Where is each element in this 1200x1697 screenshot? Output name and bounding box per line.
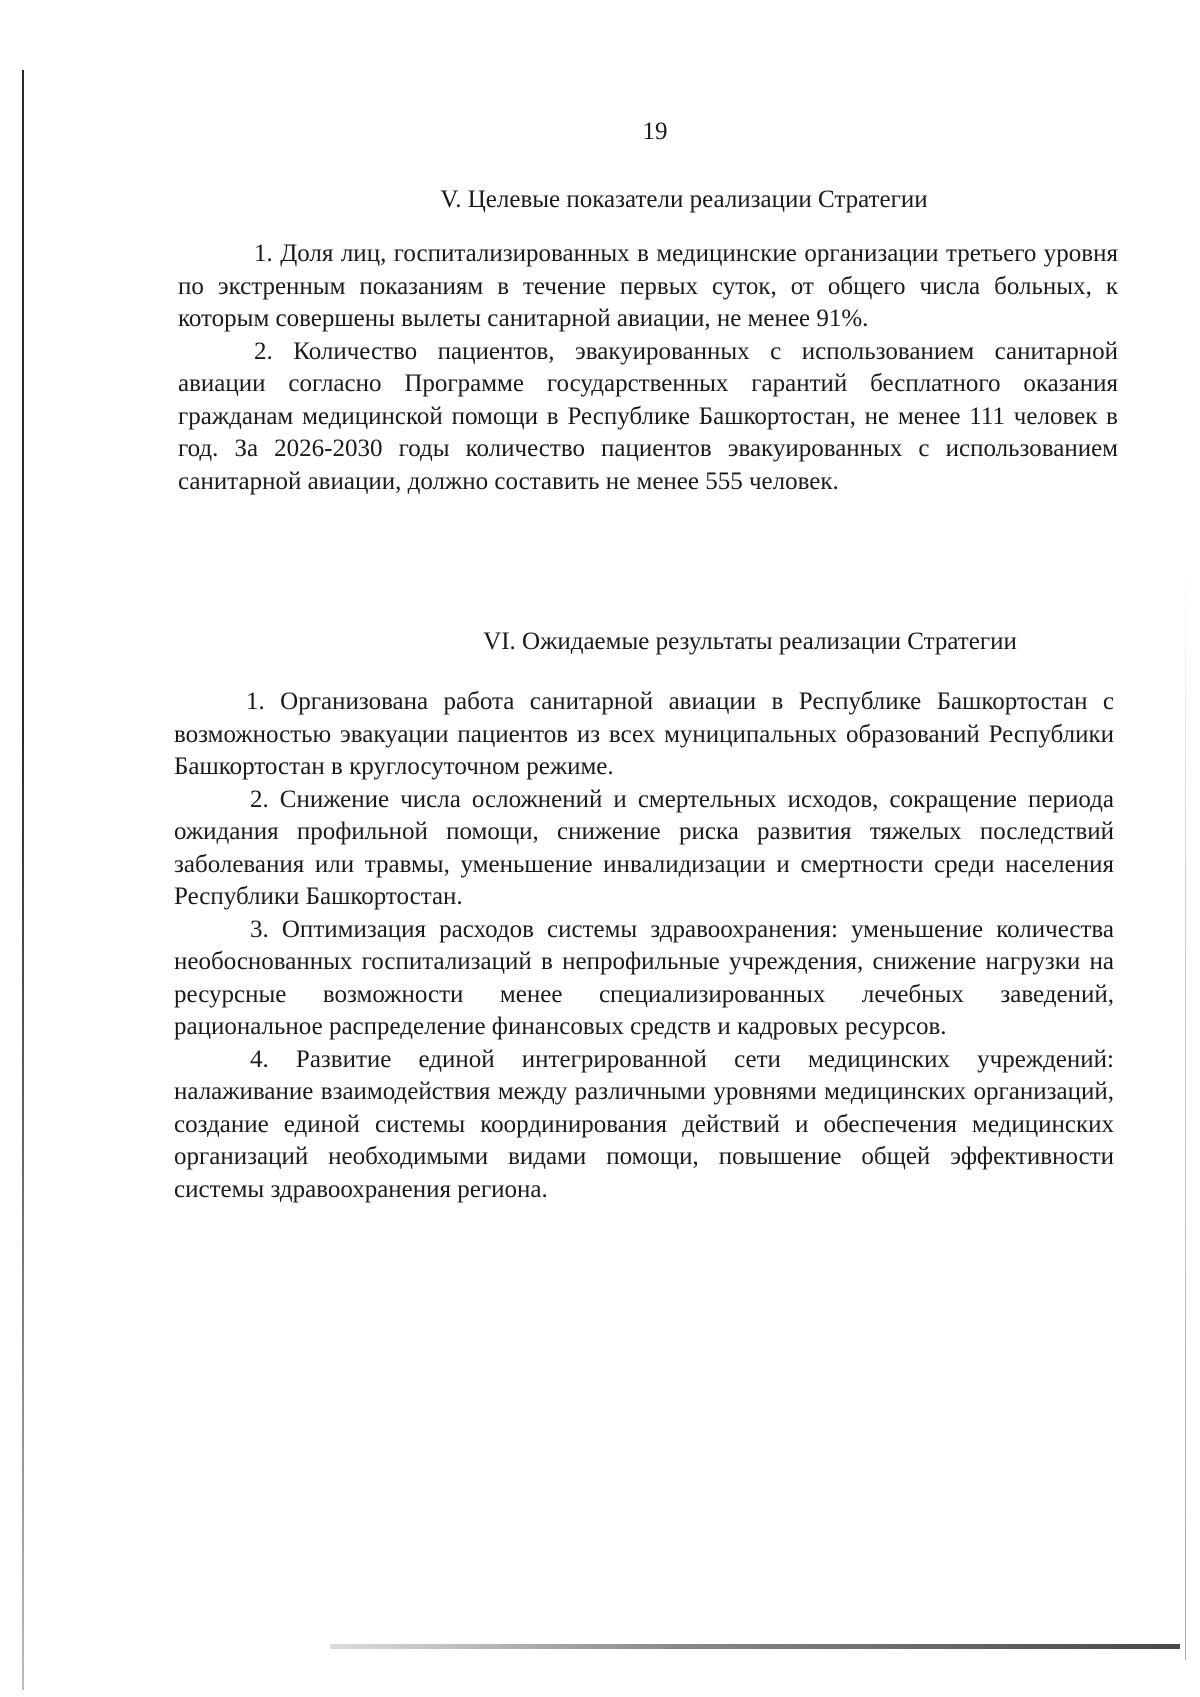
scan-edge-left	[22, 70, 24, 1690]
section-6-paragraph-4: 4. Развитие единой интегрированной сети медицинских учреждений: налаживание взаимодействия между различными уровнями медицинских организаций, создание единой системы координирования действий и обеспечения медицинских организаций необходимыми видами помощи, повышение общей эффективности системы здравоохранения региона.	[174, 1045, 1114, 1203]
scan-edge-right	[1185, 560, 1186, 1660]
section-6-heading: VI. Ожидаемые результаты реализации Стратегии	[483, 628, 1017, 655]
page-number: 19	[642, 118, 668, 145]
section-6-paragraph-2: 2. Снижение числа осложнений и смертельных исходов, сокращение периода ожидания профильной помощи, снижение риска развития тяжелых последствий заболевания или травмы, уменьшение инвалидизации и смертности среди населения Республики Башкортостан.	[174, 785, 1114, 910]
section-6-paragraph-1: 1. Организована работа санитарной авиации в Республике Башкортостан с возможностью эвакуации пациентов из всех муниципальных образований Республики Башкортостан в круглосуточном режиме.	[174, 688, 1114, 780]
section-5-heading: V. Целевые показатели реализации Стратегии	[440, 186, 928, 213]
section-6-body	[174, 686, 1114, 1206]
scan-bottom-shadow	[330, 1644, 1180, 1649]
section-5-paragraph-1: 1. Доля лиц, госпитализированных в медицинские организации третьего уровня по экстренным показаниям в течение первых суток, от общего числа больных, к которым совершены вылеты санитарной авиации, не менее 91%.	[178, 240, 1118, 332]
section-6-paragraph-3: 3. Оптимизация расходов системы здравоохранения: уменьшение количества необоснованных госпитализаций в непрофильные учреждения, снижение нагрузки на ресурсные возможности менее специализированных лечебных заведений, рациональное распределение финансовых средств и кадровых ресурсов.	[174, 915, 1114, 1040]
section-5-body	[178, 238, 1118, 498]
section-5-paragraph-2: 2. Количество пациентов, эвакуированных с использованием санитарной авиации согласно Программе государственных гарантий бесплатного оказания гражданам медицинской помощи в Республике Башкортостан, не менее 111 человек в год. За 2026-2030 годы количество пациентов эвакуированных с использованием санитарной авиации, должно составить не менее 555 человек.	[178, 337, 1118, 495]
